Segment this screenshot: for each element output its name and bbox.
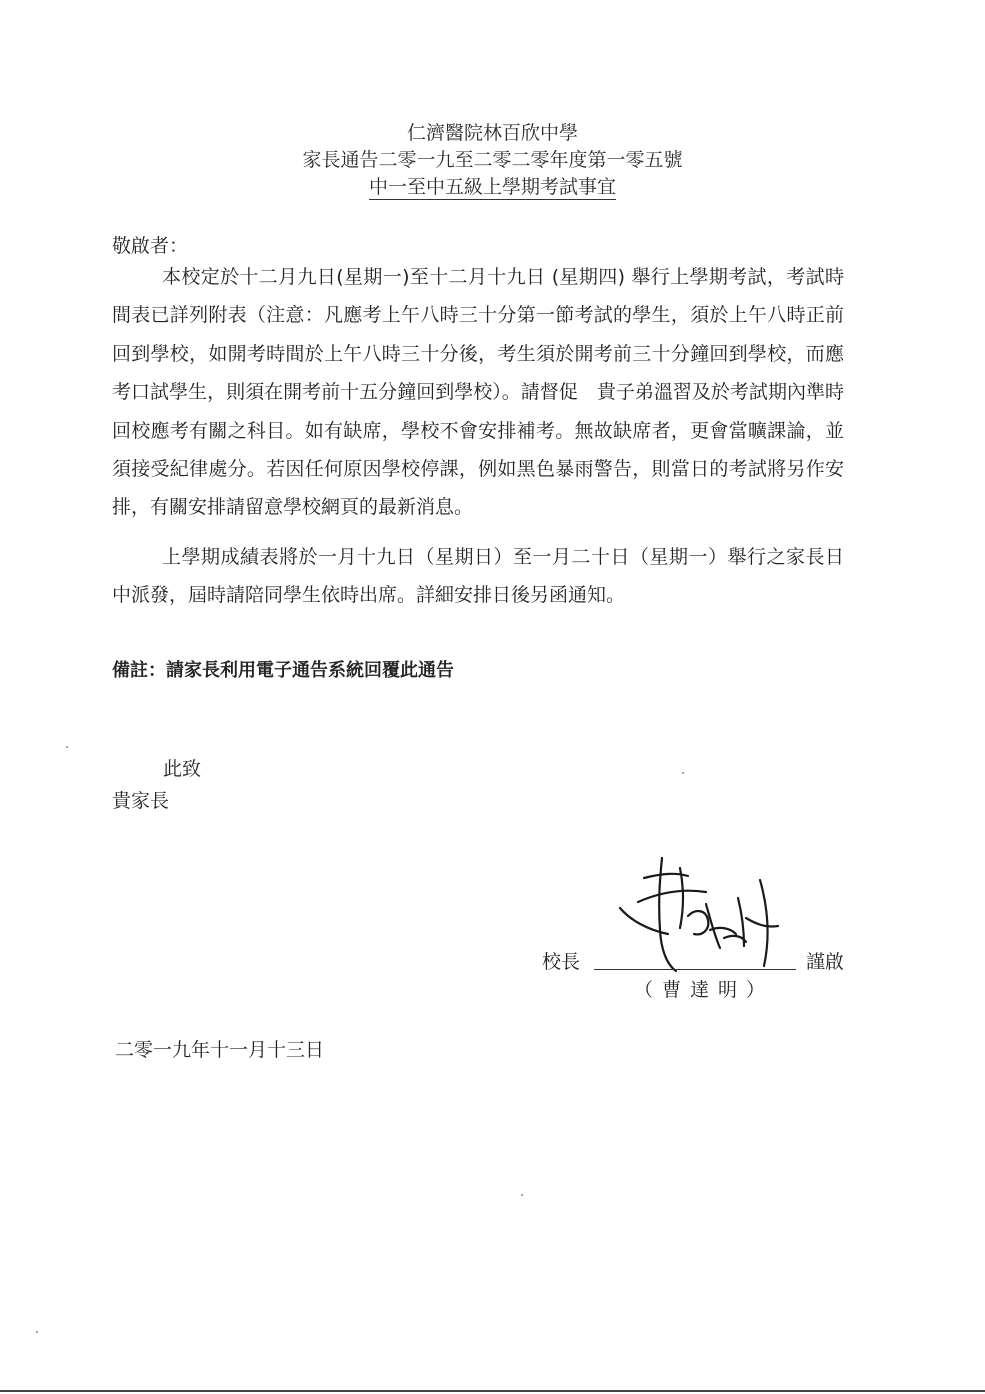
issue-date: 二零一九年十一月十三日 (115, 1039, 325, 1061)
scan-speck (682, 772, 684, 774)
principal-signature (610, 838, 810, 978)
signature-closing: 謹啟 (806, 951, 845, 973)
scan-edge (0, 1390, 985, 1392)
scan-speck (66, 746, 68, 748)
signature-title: 校長 (542, 951, 581, 973)
scan-speck (36, 1331, 38, 1333)
principal-name: （曹達明） (634, 979, 775, 1001)
notice-number: 家長通告二零一九至二零二零年度第一零五號 (302, 149, 683, 171)
paragraph-report-card: 上學期成績表將於一月十九日（星期日）至一月二十日（星期一）舉行之家長日中派發，屆時請陪同學生依時出席。詳細安排日後另函通知。 (112, 546, 844, 607)
notice-subject-text: 中一至中五級上學期考試事宜 (368, 176, 616, 198)
notice-subject (0, 172, 985, 199)
school-name: 仁濟醫院林百欣中學 (406, 122, 578, 144)
recipient: 貴家長 (112, 790, 170, 812)
signature-line (594, 969, 796, 970)
scan-speck (521, 1194, 523, 1196)
remark-note: 備註：請家長利用電子通告系統回覆此通告 (112, 660, 454, 681)
paragraph-exam-arrangements: 本校定於十二月九日(星期一)至十二月十九日 (星期四) 舉行上學期考試，考試時間表已詳列附表（注意：凡應考上午八時三十分第一節考試的學生，須於上午八時正前回到學校，如開考時間於上午八時三十分後，考生須於開考前三十分鐘回到學校，而應考口試學生，則須在開考前十五分鐘回到學校）。請督促 貴子弟溫習及於考試期內準時回校應考有關之科目。如有缺席，學校不會安排補考。無故缺席者，更會當曠課論，並須接受紀律處分。若因任何原因學校停課，例如黑色暴雨警告，則當日的考試將另作安排，有關安排請留意學校網頁的最新消息。 (112, 266, 844, 519)
salutation: 敬啟者： (112, 235, 189, 257)
closing-phrase: 此致 (163, 758, 202, 780)
